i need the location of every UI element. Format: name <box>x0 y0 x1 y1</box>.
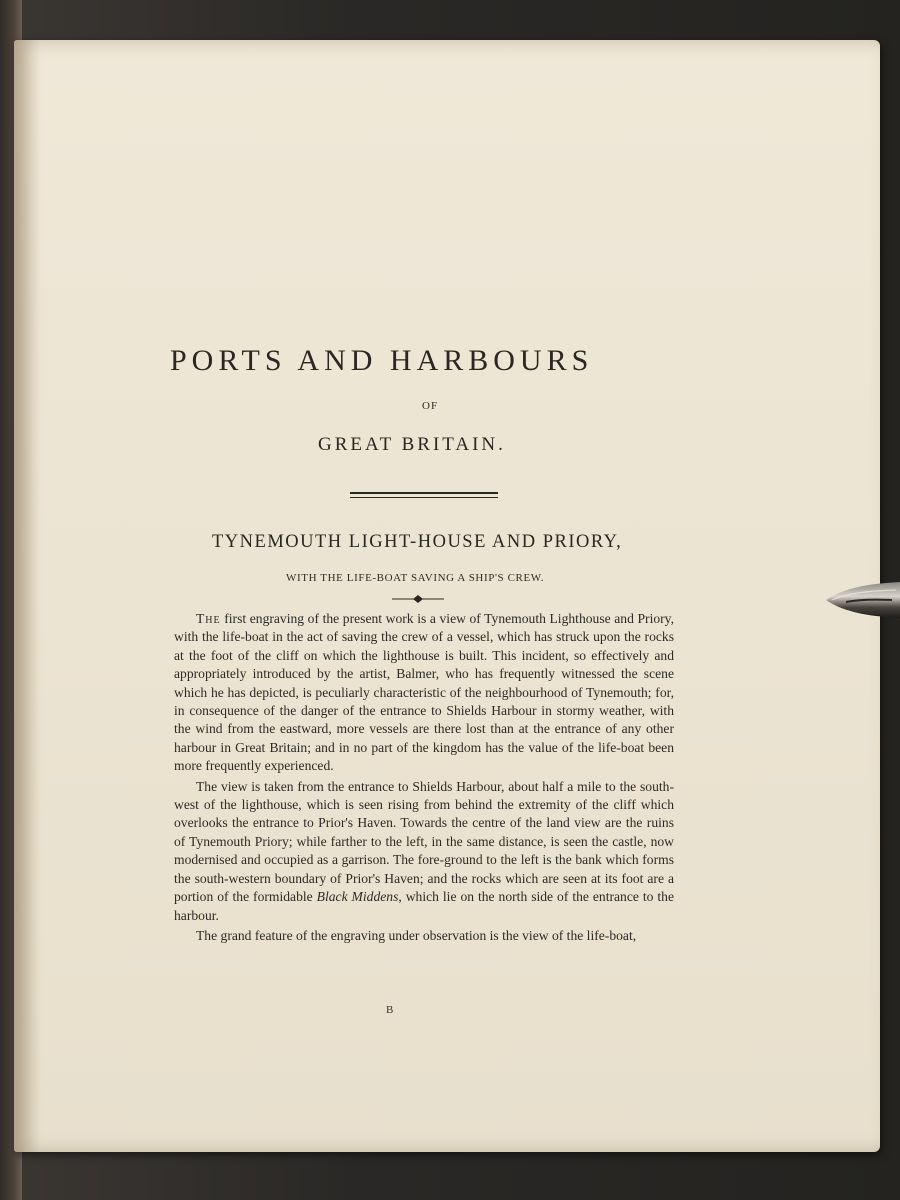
paragraph-1-text: first engraving of the present work is a view of Tynemouth Lighthouse and Priory, with the life-boat in the act of saving the crew of a vessel, which has struck upon the rocks at the foot of the cliff on which the lighthouse is built. This incident, so effectively and appropriately introduced by the artist, Balmer, who has frequently witnessed the scene which he has depicted, is peculiarly characteristic of the neighbourhood of Tynemouth; for, in consequence of the danger of the entrance to Shields Harbour in stormy weather, with the wind from the eastward, more vessels are there lost than at the entrance of any other harbour in Great Britain; and in no part of the kingdom has the value of the life-boat been more frequently experienced. <box>174 611 674 774</box>
italic-place-name: Black Middens <box>316 889 399 905</box>
metal-bookmark-icon <box>826 578 900 622</box>
diamond-ornament-icon <box>392 594 444 604</box>
page-gutter-shadow <box>14 40 40 1152</box>
paragraph-1 <box>174 610 674 776</box>
paragraph-2-text: The view is taken from the entrance to Shields Harbour, about half a mile to the south-west of the lighthouse, which is seen rising from behind the extremity of the cliff which overlooks the entrance to Prior's Haven. Towards the centre of the land view are the ruins of Tynemouth Priory; while farther to the left, in the same distance, is seen the castle, now modernised and occupied as a garrison. The fore-ground to the left is the bank which forms the south-western boundary of Prior's Haven; and the rocks which are seen at its foot are a portion of the formidable <box>174 778 674 905</box>
section-title: TYNEMOUTH LIGHT-HOUSE AND PRIORY, <box>212 532 623 552</box>
body-text <box>174 610 674 945</box>
section-subtitle: WITH THE LIFE-BOAT SAVING A SHIP'S CREW. <box>286 572 545 584</box>
page-subtitle: GREAT BRITAIN. <box>318 434 506 455</box>
book-page <box>14 40 880 1152</box>
paragraph-3: The grand feature of the engraving under observation is the view of the life-boat, <box>196 927 637 943</box>
double-rule-divider <box>350 492 498 498</box>
page-title: PORTS AND HARBOURS <box>170 344 594 377</box>
drop-lead-word: The <box>196 611 221 626</box>
title-connector: OF <box>422 400 439 412</box>
paragraph-2 <box>174 778 674 925</box>
paragraph-2-end: , which lie on the north side of the entrance to the harbour. <box>174 889 674 923</box>
signature-mark: B <box>386 1004 394 1016</box>
